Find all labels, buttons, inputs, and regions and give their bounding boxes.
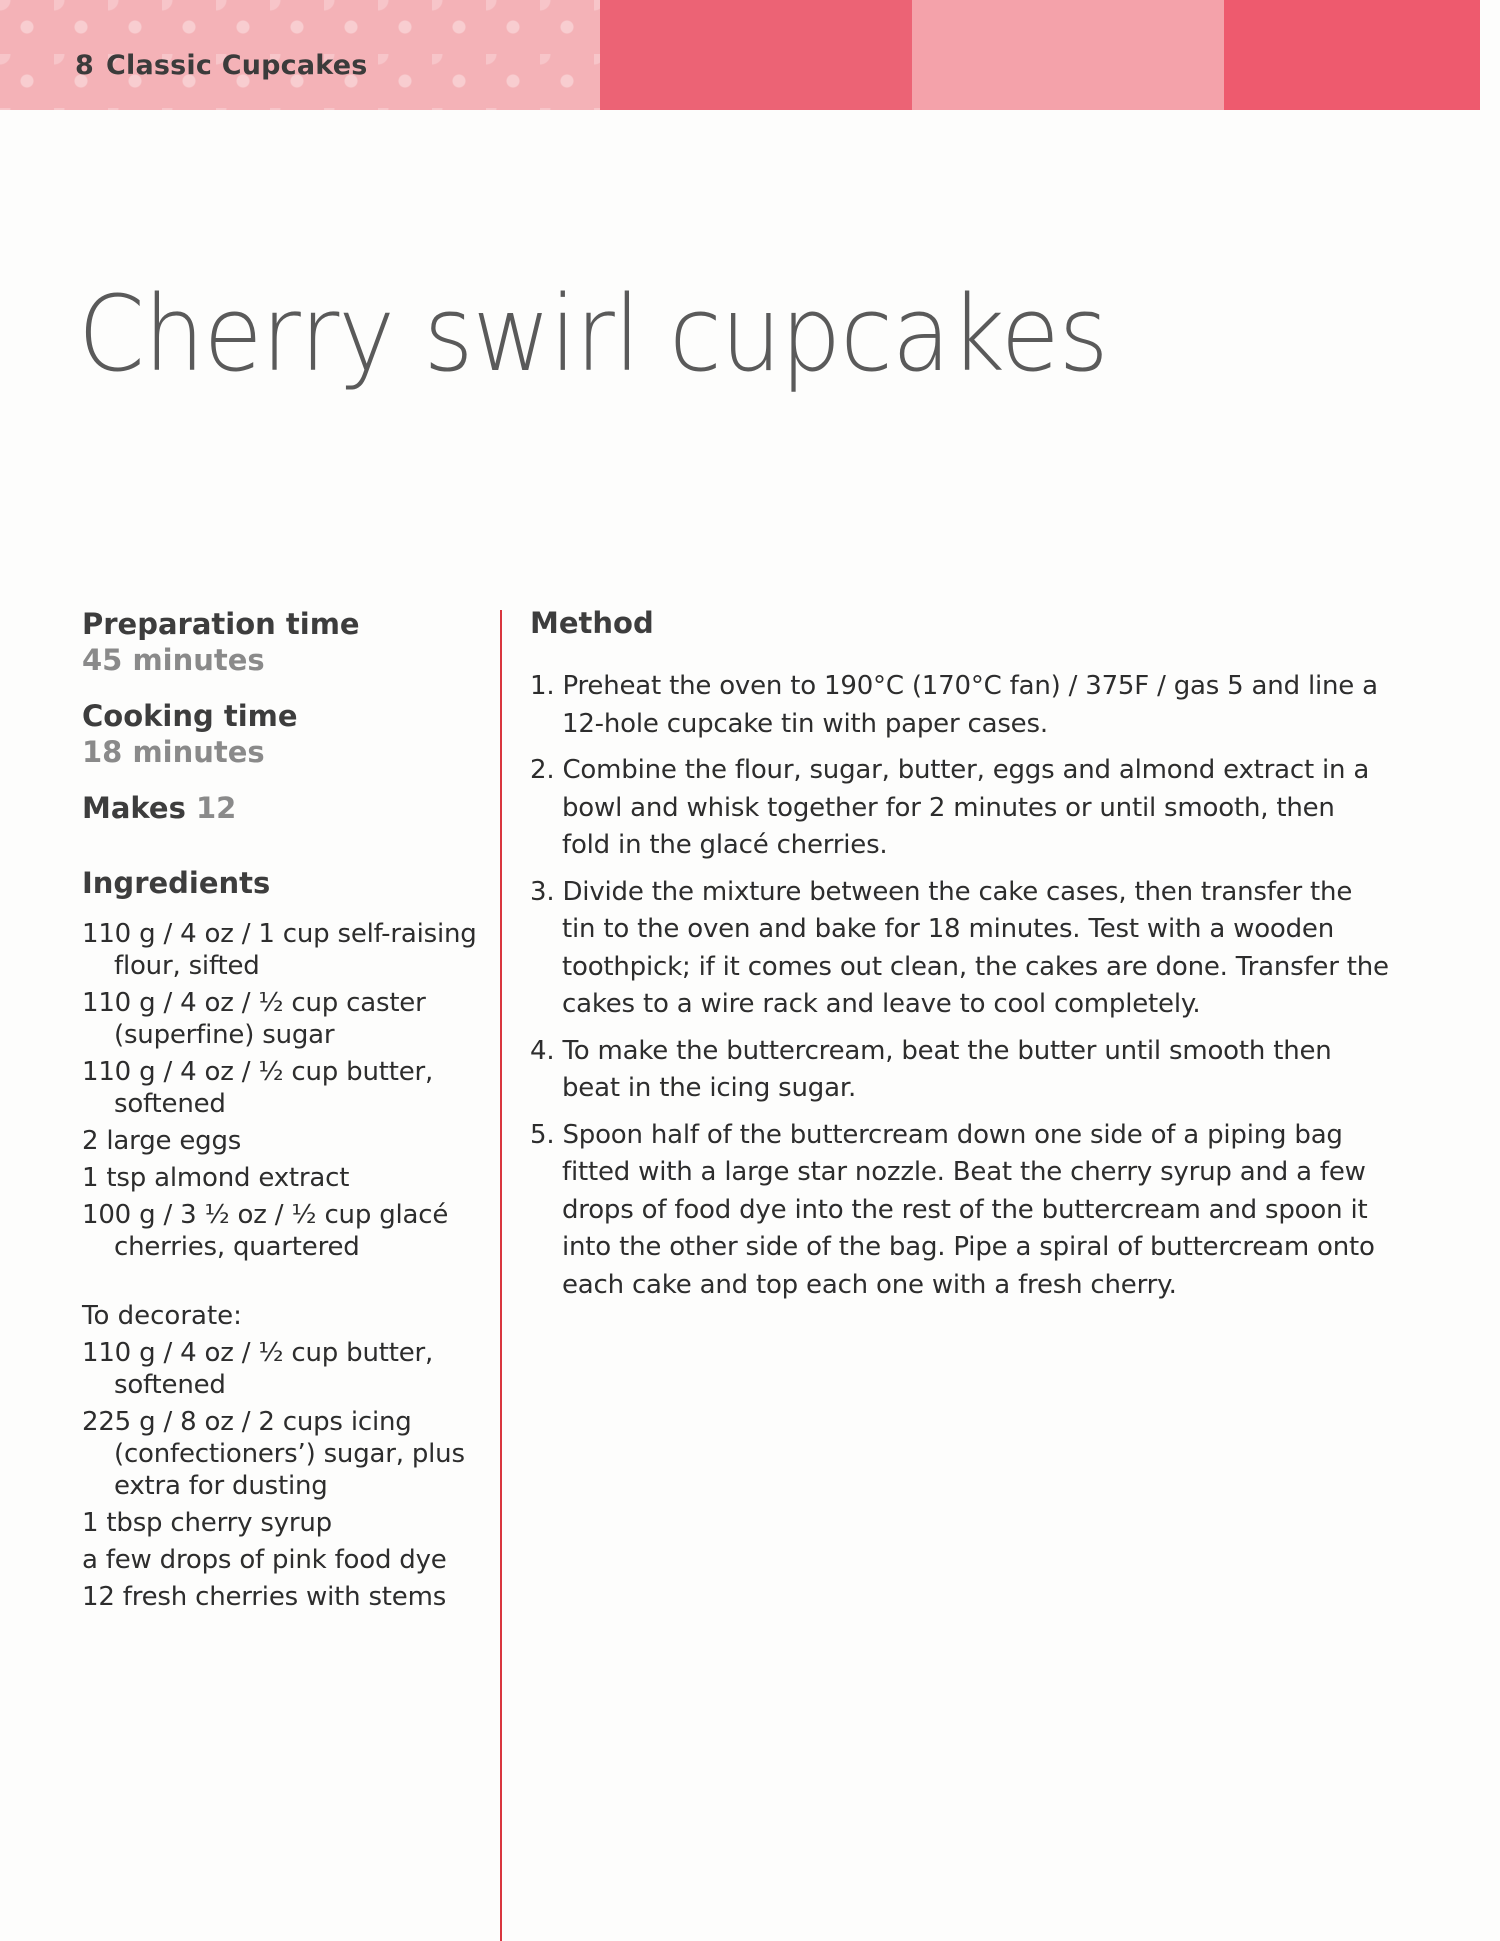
method-step: 3. Divide the mixture between the cake cases, then transfer the tin to the oven and bake for 18 minutes. Test with a wooden toothpick; if it comes out clean, the cakes are done. Transfer the cakes to a wire rack and leave to cool completely. bbox=[530, 876, 1389, 1019]
decorate-item: 110 g / 4 oz / ½ cup butter, softened bbox=[82, 1338, 434, 1400]
ingredient-item: 110 g / 4 oz / 1 cup self-raising flour, sifted bbox=[82, 919, 477, 981]
makes bbox=[82, 790, 482, 826]
chapter-title: Classic Cupcakes bbox=[106, 50, 368, 81]
cook-time-value: 18 minutes bbox=[82, 735, 265, 769]
ingredient-item: 2 large eggs bbox=[82, 1126, 242, 1156]
method-step: 1. Preheat the oven to 190°C (170°C fan) / 375F / gas 5 and line a 12-hole cupcake tin with paper cases. bbox=[530, 671, 1378, 739]
ingredients-heading: Ingredients bbox=[82, 866, 271, 900]
method-section bbox=[530, 606, 1390, 1313]
decorate-item: 225 g / 8 oz / 2 cups icing (confectioners’) sugar, plus extra for dusting bbox=[82, 1407, 465, 1501]
column-divider bbox=[500, 610, 502, 1941]
method-step: 5. Spoon half of the buttercream down one side of a piping bag fitted with a large star nozzle. Beat the cherry syrup and a few drops of food dye into the rest of the buttercream and spoon it into the other side of the bag. Pipe a spiral of buttercream onto each cake and top each one with a fresh cherry. bbox=[530, 1119, 1375, 1300]
header-stripe bbox=[1224, 0, 1480, 110]
makes-label: Makes bbox=[82, 791, 186, 825]
recipe-sidebar bbox=[82, 606, 482, 1618]
prep-time-value: 45 minutes bbox=[82, 643, 265, 677]
decorate-heading: To decorate: bbox=[82, 1301, 242, 1331]
method-step: 4. To make the buttercream, beat the butter until smooth then beat in the icing sugar. bbox=[530, 1035, 1332, 1103]
prep-time-label: Preparation time bbox=[82, 607, 360, 641]
ingredient-item: 110 g / 4 oz / ½ cup caster (superfine) sugar bbox=[82, 988, 426, 1050]
decorate-list bbox=[82, 1337, 482, 1613]
decorate-item: 1 tbsp cherry syrup bbox=[82, 1508, 332, 1538]
page-title: Cherry swirl cupcakes bbox=[78, 273, 1108, 395]
ingredient-item: 1 tsp almond extract bbox=[82, 1163, 350, 1193]
header-stripe bbox=[600, 0, 912, 110]
ingredient-item: 110 g / 4 oz / ½ cup butter, softened bbox=[82, 1057, 434, 1119]
running-head bbox=[75, 50, 368, 81]
makes-value: 12 bbox=[195, 791, 237, 825]
ingredient-item: 100 g / 3 ½ oz / ½ cup glacé cherries, quartered bbox=[82, 1200, 449, 1262]
decorate-item: 12 fresh cherries with stems bbox=[82, 1582, 447, 1612]
page-number: 8 bbox=[75, 50, 94, 81]
ingredients-list bbox=[82, 918, 482, 1263]
decorate-item: a few drops of pink food dye bbox=[82, 1545, 447, 1575]
cook-time-label: Cooking time bbox=[82, 699, 298, 733]
method-heading: Method bbox=[530, 606, 654, 640]
method-step: 2. Combine the flour, sugar, butter, eggs and almond extract in a bowl and whisk together for 2 minutes or until smooth, then fold in the glacé cherries. bbox=[530, 755, 1370, 860]
header-stripe bbox=[912, 0, 1224, 110]
method-steps bbox=[530, 668, 1390, 1304]
